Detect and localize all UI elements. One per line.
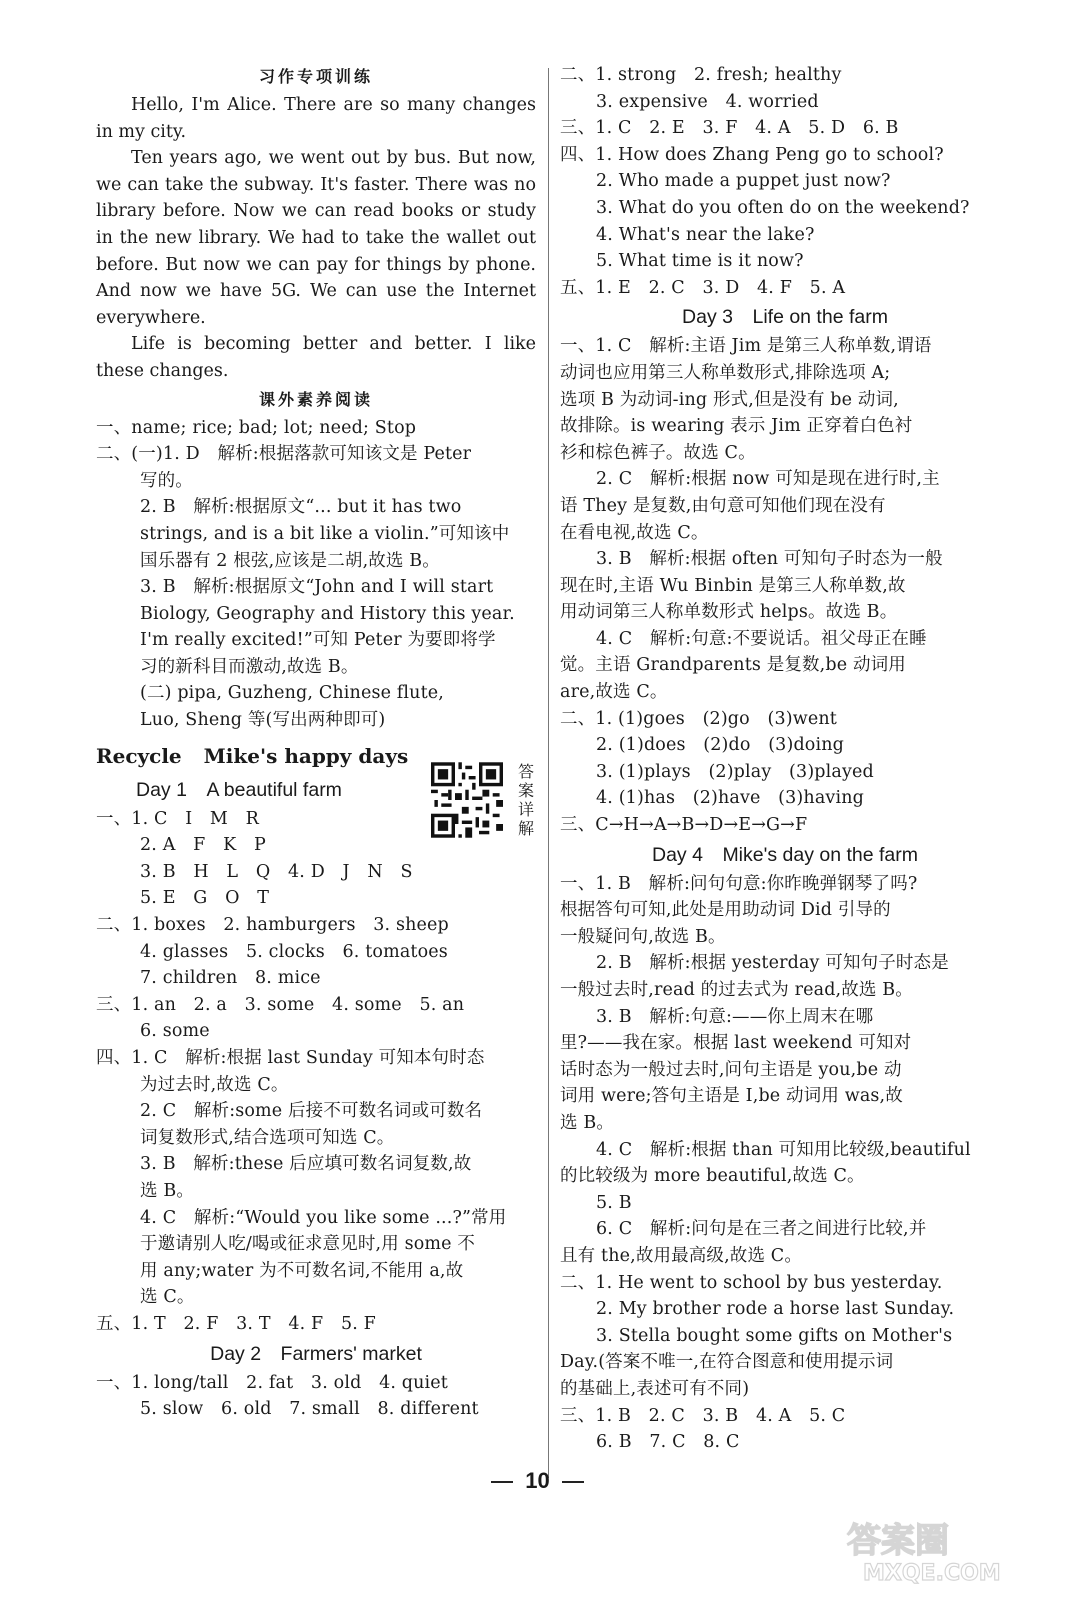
answer-line: 于邀请别人吃/喝或征求意见时,用 some 不 — [140, 1234, 476, 1255]
page-number — [0, 1468, 1075, 1494]
answer-line: 五、1. E 2. C 3. D 4. F 5. A — [560, 277, 846, 298]
answer-line: 一般过去时,read 的过去式为 read,故选 B。 — [560, 980, 913, 1000]
answer-line: 话时态为一般过去时,问句主语是 you,be 动 — [560, 1059, 902, 1080]
answer-line: 3. B 解析:句意:——你上周末在哪 — [596, 1006, 874, 1027]
answer-line: 写的。 — [140, 470, 193, 491]
answer-line: 三、1. B 2. C 3. B 4. A 5. C — [560, 1405, 846, 1426]
unit-title-name: Mike's happy days — [203, 743, 409, 768]
answer-line: 词复数形式,结合选项可知选 C。 — [140, 1127, 395, 1148]
qr-code-icon[interactable] — [431, 762, 503, 838]
answer-line: 6. B 7. C 8. C — [596, 1432, 740, 1453]
answer-line: 一、1. C I M R — [96, 808, 259, 829]
answer-line: 三、1. C 2. E 3. F 4. A 5. D 6. B — [560, 118, 899, 139]
answer-line: are,故选 C。 — [560, 682, 668, 703]
answer-line: 4. (1)has (2)have (3)having — [596, 788, 864, 809]
answer-line: 3. B 解析:these 后应填可数名词复数,故 — [140, 1154, 472, 1175]
answer-line: 选 B。 — [140, 1180, 195, 1201]
essay-paragraph: Ten years ago, we went out by bus. But now, we can take the subway. It's faster. There was no library before. Now we can read books or study in the new library. We had to take the wallet out before. But now we can pay for things by phone. And now we have 5G. We can use the Internet everywhere. — [96, 148, 536, 328]
answer-line: 习的新科目而激动,故选 B。 — [140, 656, 359, 677]
qr-block — [431, 762, 541, 842]
page-number-text: 10 — [525, 1468, 550, 1493]
answer-line: 语 They 是复数,由句意可知他们现在没有 — [560, 495, 886, 516]
answer-line: 现在时,主语 Wu Binbin 是第三人称单数,故 — [560, 575, 906, 596]
answer-line: 3. Stella bought some gifts on Mother's — [596, 1325, 953, 1346]
answer-line: 二、1. He went to school by bus yesterday. — [560, 1272, 943, 1293]
answer-line: 5. E G O T — [140, 888, 270, 909]
answer-line: Biology, Geography and History this year. — [140, 603, 515, 624]
answer-line: 四、1. C 解析:根据 last Sunday 可知本句时态 — [96, 1048, 485, 1068]
answer-line: 且有 the,故用最高级,故选 C。 — [560, 1245, 802, 1266]
answer-line: 国乐器有 2 根弦,应该是二胡,故选 B。 — [140, 550, 440, 571]
qr-label: 答案详解 — [517, 762, 534, 838]
answer-line: 3. B H L Q 4. D J N S — [140, 861, 413, 882]
watermark-text-url: MXQE.COM — [863, 1561, 1001, 1586]
answer-line: 5. slow 6. old 7. small 8. different — [140, 1399, 479, 1420]
answer-line: 选 C。 — [140, 1287, 195, 1308]
essay-paragraph: Hello, I'm Alice. There are so many changes in my city. — [96, 95, 536, 142]
answer-line: 五、1. T 2. F 3. T 4. F 5. F — [96, 1313, 376, 1334]
answer-line: 词用 were;答句主语是 I,be 动词用 was,故 — [560, 1086, 903, 1107]
answer-line: 2. (1)does (2)do (3)doing — [596, 735, 844, 756]
answer-line: 3. B 解析:根据原文“John and I will start — [140, 577, 494, 598]
watermark-logo — [827, 1514, 1057, 1586]
answer-line: 3. B 解析:根据 often 可知句子时态为一般 — [596, 549, 943, 570]
answer-line: 二、1. strong 2. fresh; healthy — [560, 65, 842, 85]
left-column — [96, 62, 536, 1423]
answer-line: 2. B 解析:根据原文“... but it has two — [140, 497, 462, 518]
dash-right — [562, 1481, 584, 1483]
answer-line: 选项 B 为动词-ing 形式,但是没有 be 动词, — [560, 389, 899, 410]
answer-line: 4. C 解析:根据 than 可知用比较级,beautiful — [596, 1139, 971, 1160]
answer-line: 衫和棕色裤子。故选 C。 — [560, 442, 756, 463]
watermark-text-main: 答案圈 — [847, 1521, 949, 1561]
answer-line: 一、name; rice; bad; lot; need; Stop — [96, 417, 417, 438]
answer-line: 一、1. long/tall 2. fat 3. old 4. quiet — [96, 1372, 448, 1393]
answer-line: 2. A F K P — [140, 835, 266, 856]
unit-title-recycle: Recycle — [96, 743, 182, 768]
dash-left — [491, 1481, 513, 1483]
answer-line: 2. C 解析:some 后接不可数名词或可数名 — [140, 1101, 483, 1122]
answer-line: 二、(一)1. D 解析:根据落款可知该文是 Peter — [96, 444, 472, 465]
answer-line: 三、C→H→A→B→D→E→G→F — [560, 815, 808, 836]
answer-line: 3. expensive 4. worried — [596, 91, 819, 112]
answer-line: 2. B 解析:根据 yesterday 可知句子时态是 — [596, 953, 949, 974]
writing-heading: 习作专项训练 — [258, 67, 373, 86]
answer-line: 一、1. C 解析:主语 Jim 是第三人称单数,谓语 — [560, 336, 932, 357]
answer-line: (二) pipa, Guzheng, Chinese flute, — [140, 683, 445, 704]
answer-line: 3. (1)plays (2)play (3)played — [596, 761, 874, 782]
answer-line: Luo, Sheng 等(写出两种即可) — [140, 710, 386, 731]
answer-line: 用动词第三人称单数形式 helps。故选 B。 — [560, 602, 898, 623]
answer-line: 觉。主语 Grandparents 是复数,be 动词用 — [560, 655, 906, 676]
answer-line: 在看电视,故选 C。 — [560, 522, 709, 543]
answer-line: Day.(答案不唯一,在符合图意和使用提示词 — [560, 1352, 894, 1373]
answer-line: 2. C 解析:根据 now 可知是现在进行时,主 — [596, 469, 940, 490]
answer-line: 四、1. How does Zhang Peng go to school? — [560, 144, 944, 165]
day2-title: Day 2 Farmers' market — [210, 1342, 422, 1365]
day3-title: Day 3 Life on the farm — [682, 306, 888, 329]
day4-title: Day 4 Mike's day on the farm — [652, 843, 918, 866]
answer-line: strings, and is a bit like a violin.”可知该中 — [140, 523, 510, 544]
day1-title: Day 1 A beautiful farm — [136, 778, 342, 801]
answer-line: 5. B — [596, 1192, 632, 1213]
right-column — [560, 62, 1010, 1456]
answer-line: 2. My brother rode a horse last Sunday. — [596, 1299, 955, 1320]
answer-line: 的基础上,表述可有不同) — [560, 1378, 750, 1399]
answer-line: 选 B。 — [560, 1112, 615, 1133]
answer-line: 一、1. B 解析:问句句意:你昨晚弹钢琴了吗? — [560, 873, 918, 894]
answer-line: 为过去时,故选 C。 — [140, 1074, 289, 1095]
answer-line: 动词也应用第三人称单数形式,排除选项 A; — [560, 362, 891, 383]
answer-line: 二、1. (1)goes (2)go (3)went — [560, 708, 837, 729]
answer-line: 4. C 解析:“Would you like some ...?”常用 — [140, 1207, 507, 1228]
answer-line: 三、1. an 2. a 3. some 4. some 5. an — [96, 994, 465, 1015]
answer-line: 用 any;water 为不可数名词,不能用 a,故 — [140, 1260, 464, 1281]
answer-line: 2. Who made a puppet just now? — [596, 171, 891, 192]
answer-line: 里?——我在家。根据 last weekend 可知对 — [560, 1033, 912, 1054]
answer-line: 6. C 解析:问句是在三者之间进行比较,并 — [596, 1219, 927, 1240]
answer-line: 故排除。is wearing 表示 Jim 正穿着白色衬 — [560, 416, 913, 437]
answer-line: 根据答句可知,此处是用助动词 Did 引导的 — [560, 900, 891, 921]
answer-line: 一般疑问句,故选 B。 — [560, 926, 726, 947]
essay-paragraph: Life is becoming better and better. I like these changes. — [96, 334, 536, 381]
answer-line: I'm really excited!”可知 Peter 为要即将学 — [140, 630, 496, 651]
answer-line: 4. C 解析:句意:不要说话。祖父母正在睡 — [596, 628, 927, 649]
answer-line: 3. What do you often do on the weekend? — [596, 197, 970, 218]
answer-line: 4. glasses 5. clocks 6. tomatoes — [140, 941, 448, 962]
answer-line: 4. What's near the lake? — [596, 224, 815, 245]
column-divider — [548, 68, 549, 1478]
answer-line: 二、1. boxes 2. hamburgers 3. sheep — [96, 915, 449, 936]
answer-line: 5. What time is it now? — [596, 251, 804, 272]
answer-line: 7. children 8. mice — [140, 968, 321, 989]
answer-line: 6. some — [140, 1021, 210, 1042]
answer-line: 的比较级为 more beautiful,故选 C。 — [560, 1166, 865, 1187]
reading-heading: 课外素养阅读 — [258, 389, 373, 409]
